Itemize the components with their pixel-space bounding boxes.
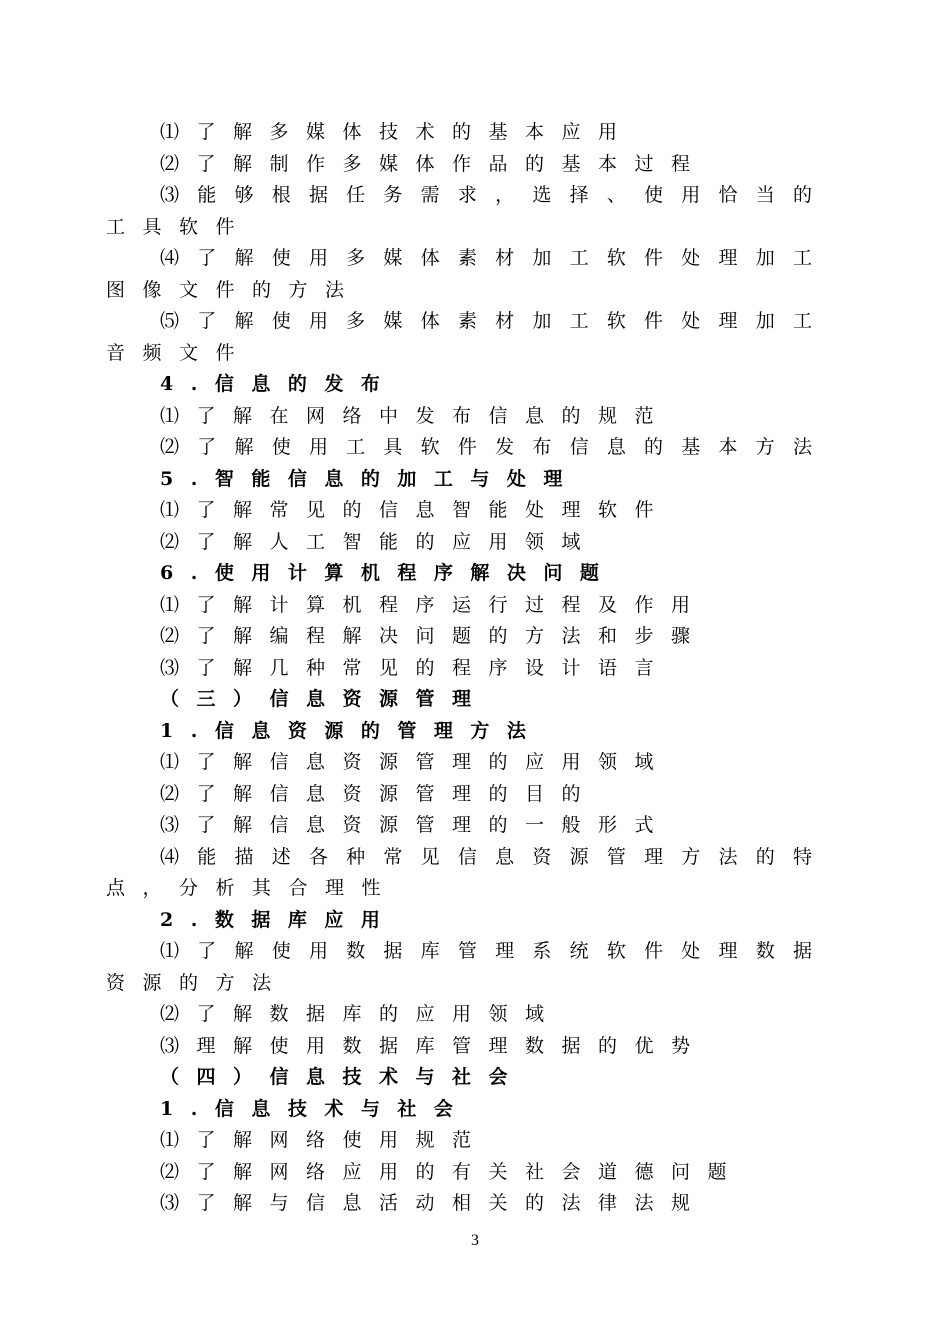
document-body [106, 117, 812, 1220]
text-line: 点，分析其合理性 [106, 877, 399, 899]
text-line: ⑵了解信息资源管理的目的 [160, 782, 599, 805]
text-line: ⑴了解网络使用规范 [160, 1129, 489, 1151]
section-heading: 1.信息技术与社会 [160, 1097, 471, 1120]
text-line: ⑴了解计算机程序运行过程及作用 [160, 593, 708, 616]
text-line: 工具软件 [106, 215, 253, 238]
section-heading: （三）信息资源管理 [160, 688, 489, 710]
text-line: ⑵了解数据库的应用领域 [160, 1003, 562, 1025]
text-line: ⑵了解人工智能的应用领域 [160, 530, 599, 553]
text-line: ⑵了解制作多媒体作品的基本过程 [160, 152, 708, 175]
text-line: 图像文件的方法 [106, 278, 362, 301]
section-heading: 1.信息资源的管理方法 [160, 719, 544, 742]
text-line: ⑴了解多媒体技术的基本应用 [160, 121, 635, 143]
text-line: ⑴了解信息资源管理的应用领域 [160, 751, 672, 773]
text-line: ⑶了解几种常见的程序设计语言 [160, 656, 672, 679]
text-line: ⑵了解编程解决问题的方法和步骤 [160, 625, 708, 647]
text-line: 音频文件 [106, 341, 253, 364]
section-heading: 5.智能信息的加工与处理 [160, 467, 580, 490]
text-line: ⑶了解信息资源管理的一般形式 [160, 814, 672, 836]
text-line: ⑴ 了 解 使 用 数 据 库 管 理 系 统 软 件 处 理 数 据 [160, 940, 812, 962]
section-heading: 4.信息的发布 [160, 373, 398, 395]
text-line: ⑸ 了 解 使 用 多 媒 体 素 材 加 工 软 件 处 理 加 工 [160, 310, 812, 332]
text-line: ⑶理解使用数据库管理数据的优势 [160, 1034, 708, 1057]
section-heading: 2.数据库应用 [160, 908, 398, 931]
text-line: ⑴了解在网络中发布信息的规范 [160, 404, 672, 427]
text-line: ⑶ 能 够 根 据 任 务 需 求 ， 选 择 、 使 用 恰 当 的 [160, 184, 812, 206]
page-number: 3 [471, 1232, 479, 1249]
text-line: ⑷ 了 解 使 用 多 媒 体 素 材 加 工 软 件 处 理 加 工 [160, 247, 812, 269]
text-line: ⑷ 能 描 述 各 种 常 见 信 息 资 源 管 理 方 法 的 特 [160, 845, 812, 868]
text-line: 资源的方法 [106, 971, 289, 994]
section-heading: 6.使用计算机程序解决问题 [160, 562, 617, 584]
text-line: ⑶了解与信息活动相关的法律法规 [160, 1192, 708, 1214]
section-heading: （四）信息技术与社会 [160, 1066, 526, 1088]
text-line: ⑵ 了 解 使 用 工 具 软 件 发 布 信 息 的 基 本 方 法 [160, 436, 812, 458]
text-line: ⑴了解常见的信息智能处理软件 [160, 499, 672, 521]
text-line: ⑵了解网络应用的有关社会道德问题 [160, 1160, 745, 1183]
